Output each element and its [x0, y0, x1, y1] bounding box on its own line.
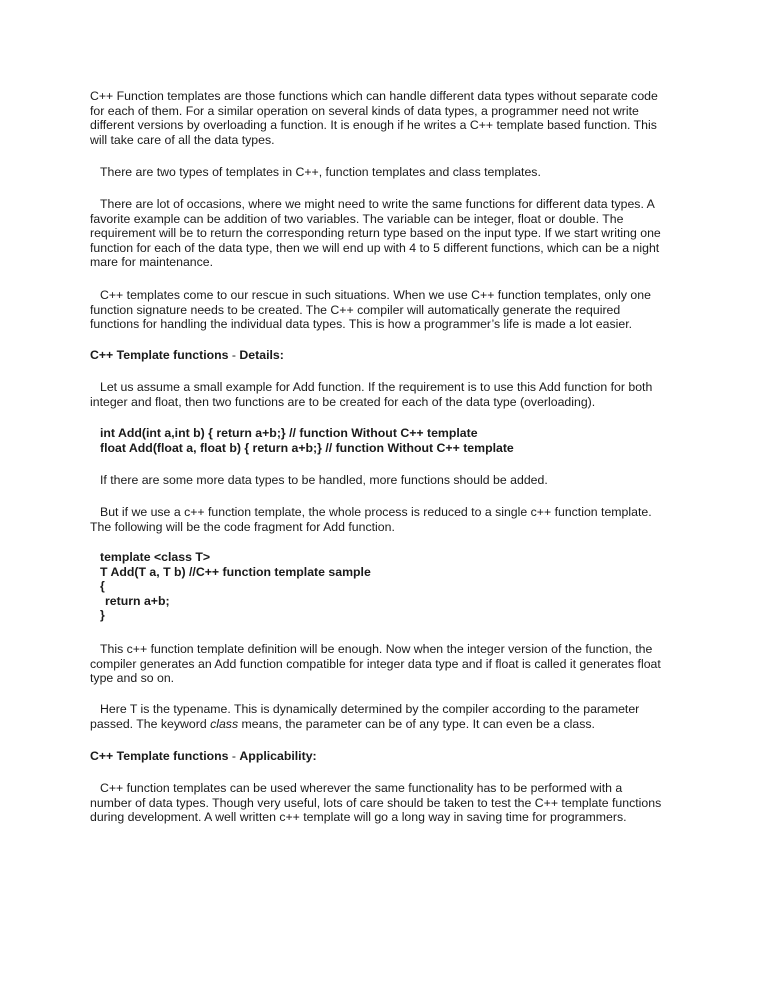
text-line: during development. A well written c++ template will go a long way in saving time for programmers. — [90, 810, 627, 825]
code-line: T Add(T a, T b) //C++ function template sample — [100, 564, 371, 579]
text-line: compiler generates an Add function compatible for integer data type and if float is called it generates float — [90, 656, 661, 671]
text-line: C++ Function templates are those functions which can handle different data types without separate code — [90, 89, 658, 103]
text-line: There are two types of templates in C++, function templates and class templates. — [100, 165, 541, 179]
text-line: The following will be the code fragment for Add function. — [90, 519, 395, 534]
text-line: Here T is the typename. This is dynamically determined by the compiler according to the parameter — [100, 702, 640, 716]
heading-sub: Details: — [239, 348, 284, 362]
heading-separator: - — [228, 348, 240, 362]
text-line: favorite example can be addition of two variables. The variable can be integer, float or double. The — [90, 211, 624, 226]
text-line: mare for maintenance. — [90, 255, 214, 270]
example-paragraph — [90, 380, 680, 409]
code-line: { — [100, 579, 105, 594]
text-line: for each of them. For a similar operation on several kinds of data types, a programmer need not write — [90, 103, 639, 118]
text-line: C++ function templates can be used wherever the same functionality has to be performed with a — [100, 781, 623, 795]
text-line: There are lot of occasions, where we might need to write the same functions for different data types. A — [100, 197, 655, 211]
text-line: requirement will be to return the corresponding return type based on the input type. If we start writing one — [90, 226, 661, 241]
keyword-emphasis: class — [210, 716, 239, 731]
text-line: different versions by overloading a function. It is enough if he writes a C++ template based function. This — [90, 118, 657, 133]
code-line: template <class T> — [100, 550, 211, 564]
text-segment: passed. The keyword — [90, 716, 211, 731]
text-line: Let us assume a small example for Add function. If the requirement is to use this Add function for both — [100, 380, 653, 394]
heading-separator: - — [228, 749, 240, 763]
intro-paragraph — [90, 89, 680, 147]
text-line: C++ templates come to our rescue in such situations. When we use C++ function templates, only one — [100, 288, 651, 302]
heading-sub: Applicability: — [239, 749, 317, 763]
text-line: will take care of all the data types. — [90, 132, 275, 147]
text-line: function for each of the data type, then we will end up with 4 to 5 different functions, which can be a night — [90, 240, 660, 255]
code-line: int Add(int a,int b) { return a+b;} // function Without C++ template — [100, 426, 478, 440]
definition-paragraph — [90, 642, 680, 686]
code-line: float Add(float a, float b) { return a+b;} // function Without C++ template — [100, 440, 514, 455]
more-types-paragraph — [90, 473, 680, 488]
applicability-heading — [90, 749, 680, 764]
occasions-paragraph — [90, 197, 680, 270]
types-paragraph — [90, 165, 680, 180]
text-line: This c++ function template definition will be enough. Now when the integer version of the function, the — [100, 642, 653, 656]
code-line: } — [100, 608, 105, 623]
code-block-overloads — [90, 426, 680, 455]
text-line: type and so on. — [90, 671, 175, 686]
heading-main: C++ Template functions — [90, 749, 229, 763]
typename-paragraph — [90, 702, 680, 731]
text-segment: means, the parameter can be of any type. It can even be a class. — [238, 716, 595, 731]
text-line: If there are some more data types to be handled, more functions should be added. — [100, 473, 548, 487]
code-line: return a+b; — [105, 593, 170, 608]
text-line: number of data types. Though very useful, lots of care should be taken to test the C++ template functions — [90, 795, 662, 810]
usage-paragraph — [90, 781, 680, 825]
text-line: functions for handling the individual data types. This is how a programmer’s life is made a lot easier. — [90, 317, 633, 332]
text-line: function signature needs to be created. The C++ compiler will automatically generate the required — [90, 302, 621, 317]
heading-main: C++ Template functions — [90, 348, 229, 362]
code-block-template — [90, 550, 680, 623]
text-line: But if we use a c++ function template, the whole process is reduced to a single c++ function template. — [100, 505, 652, 519]
rescue-paragraph — [90, 288, 680, 332]
text-line — [90, 717, 680, 732]
template-intro-paragraph — [90, 505, 680, 534]
details-heading — [90, 348, 680, 363]
text-line: integer and float, then two functions are to be created for each of the data type (overloading). — [90, 394, 596, 409]
